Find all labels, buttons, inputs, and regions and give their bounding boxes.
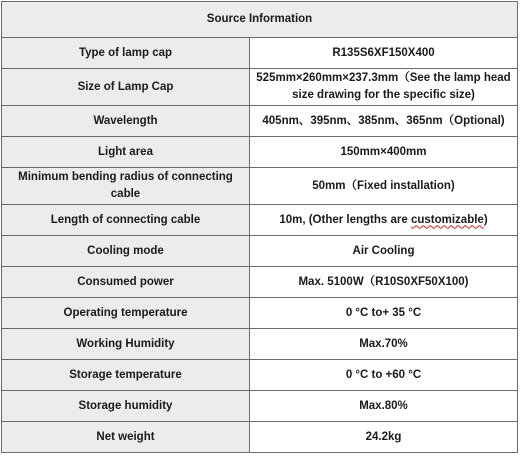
row-value: R135S6XF150X400 — [250, 38, 518, 69]
row-label: Working Humidity — [2, 329, 250, 360]
row-value: 50mm（Fixed installation) — [250, 168, 518, 205]
row-label: Storage humidity — [2, 391, 250, 422]
table-row — [2, 391, 518, 422]
row-value: Max.80% — [250, 391, 518, 422]
table-row — [2, 329, 518, 360]
table-row — [2, 360, 518, 391]
table-row — [2, 298, 518, 329]
row-label: Wavelength — [2, 106, 250, 137]
row-value: 0 °C to+ 35 °C — [250, 298, 518, 329]
row-value: 525mm×260mm×237.3mm（See the lamp head size drawing for the specific size) — [250, 69, 518, 106]
row-value: 0 °C to +60 °C — [250, 360, 518, 391]
row-value: 150mm×400mm — [250, 137, 518, 168]
table-row — [2, 205, 518, 236]
table-header-row — [2, 2, 518, 38]
value-text-end: ) — [483, 213, 488, 226]
row-label: Cooling mode — [2, 236, 250, 267]
row-value: 405nm、395nm、385nm、365nm（Optional) — [250, 106, 518, 137]
table-row — [2, 69, 518, 106]
row-label: Size of Lamp Cap — [2, 69, 250, 106]
row-value — [250, 205, 518, 236]
row-label: Length of connecting cable — [2, 205, 250, 236]
row-value: Max.70% — [250, 329, 518, 360]
table-row — [2, 168, 518, 205]
value-text: 10m, (Other lengths are — [279, 213, 411, 226]
spellcheck-marked-word: customizable — [410, 213, 484, 226]
table-row — [2, 106, 518, 137]
row-label: Consumed power — [2, 267, 250, 298]
row-label: Storage temperature — [2, 360, 250, 391]
table-row — [2, 38, 518, 69]
table-row — [2, 137, 518, 168]
row-label: Type of lamp cap — [2, 38, 250, 69]
source-information-table — [1, 1, 518, 453]
table-title: Source Information — [2, 2, 518, 38]
row-label: Minimum bending radius of connecting cable — [2, 168, 250, 205]
row-label: Light area — [2, 137, 250, 168]
table-row — [2, 236, 518, 267]
row-value: 24.2kg — [250, 422, 518, 453]
row-value: Air Cooling — [250, 236, 518, 267]
row-value: Max. 5100W（R10S0XF50X100) — [250, 267, 518, 298]
table-row — [2, 422, 518, 453]
row-label: Operating temperature — [2, 298, 250, 329]
table-row — [2, 267, 518, 298]
row-label: Net weight — [2, 422, 250, 453]
